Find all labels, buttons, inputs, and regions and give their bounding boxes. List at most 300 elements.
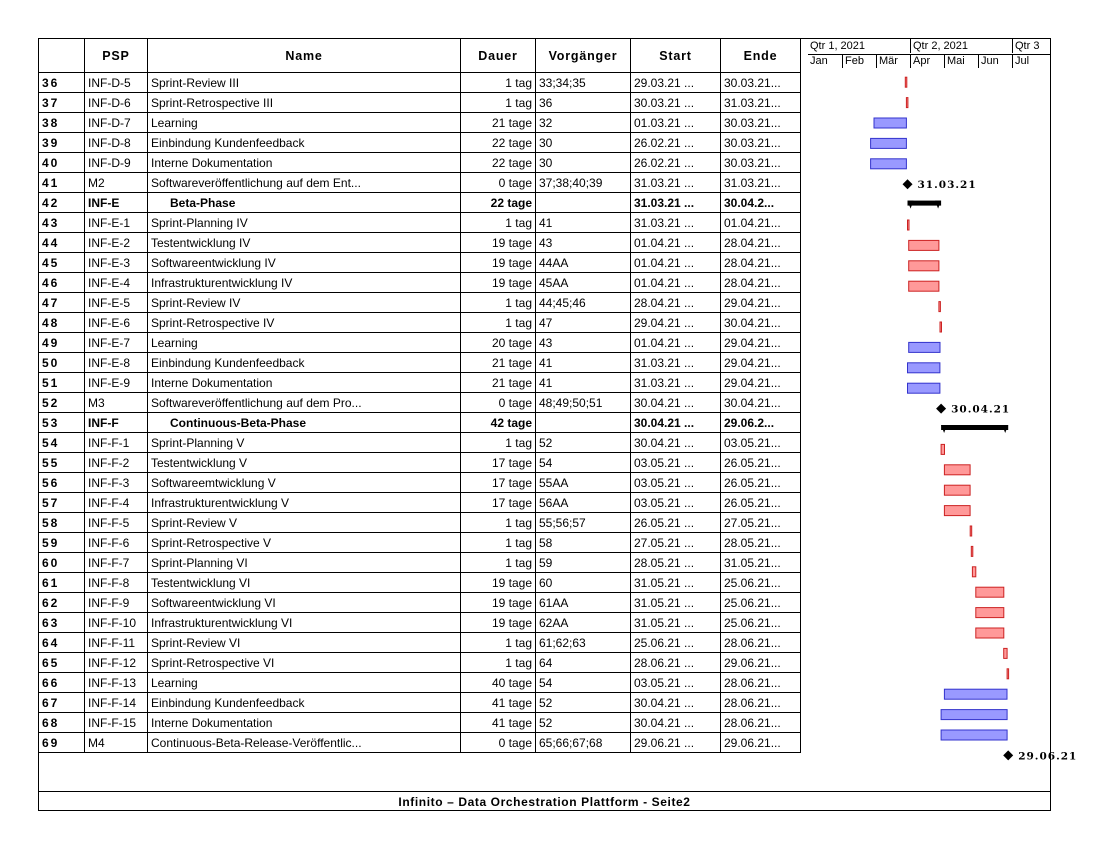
task-psp[interactable]: INF-F-5: [85, 513, 148, 533]
task-row[interactable]: [39, 533, 801, 553]
task-name[interactable]: Sprint-Planning IV: [148, 213, 461, 233]
task-start[interactable]: 31.03.21 ...: [631, 193, 721, 213]
task-predecessors[interactable]: [536, 193, 631, 213]
task-name[interactable]: Interne Dokumentation: [148, 373, 461, 393]
task-psp[interactable]: INF-E-2: [85, 233, 148, 253]
task-psp[interactable]: INF-E-6: [85, 313, 148, 333]
task-id[interactable]: 44: [39, 233, 85, 253]
critical-task-bar: [944, 506, 970, 516]
header-predecessors[interactable]: Vorgänger: [536, 39, 631, 73]
task-start[interactable]: 03.05.21 ...: [631, 673, 721, 693]
task-duration[interactable]: 1 tag: [461, 93, 536, 113]
task-predecessors[interactable]: 58: [536, 533, 631, 553]
task-end[interactable]: 28.04.21...: [721, 273, 801, 293]
task-row[interactable]: [39, 713, 801, 733]
header-duration[interactable]: Dauer: [461, 39, 536, 73]
task-duration[interactable]: 19 tage: [461, 273, 536, 293]
task-id[interactable]: 68: [39, 713, 85, 733]
task-row[interactable]: [39, 253, 801, 273]
task-id[interactable]: 63: [39, 613, 85, 633]
task-end[interactable]: 25.06.21...: [721, 593, 801, 613]
task-psp[interactable]: INF-F-2: [85, 453, 148, 473]
summary-bar: [941, 425, 1008, 430]
task-psp[interactable]: INF-E: [85, 193, 148, 213]
task-predecessors[interactable]: 54: [536, 453, 631, 473]
table-header-row: [39, 39, 801, 73]
task-predecessors[interactable]: 61;62;63: [536, 633, 631, 653]
task-end[interactable]: 28.04.21...: [721, 233, 801, 253]
task-psp[interactable]: INF-F-15: [85, 713, 148, 733]
task-id[interactable]: 47: [39, 293, 85, 313]
task-end[interactable]: 29.04.21...: [721, 353, 801, 373]
task-end[interactable]: 30.03.21...: [721, 133, 801, 153]
task-psp[interactable]: M2: [85, 173, 148, 193]
task-id[interactable]: 66: [39, 673, 85, 693]
task-psp[interactable]: INF-D-6: [85, 93, 148, 113]
task-predecessors[interactable]: 43: [536, 333, 631, 353]
task-name[interactable]: Sprint-Retrospective VI: [148, 653, 461, 673]
task-end[interactable]: 29.06.21...: [721, 653, 801, 673]
task-row[interactable]: [39, 293, 801, 313]
task-id[interactable]: 57: [39, 493, 85, 513]
task-id[interactable]: 52: [39, 393, 85, 413]
task-end[interactable]: 30.03.21...: [721, 153, 801, 173]
task-start[interactable]: 30.04.21 ...: [631, 393, 721, 413]
task-psp[interactable]: INF-F-6: [85, 533, 148, 553]
task-id[interactable]: 50: [39, 353, 85, 373]
task-start[interactable]: 31.05.21 ...: [631, 613, 721, 633]
task-end[interactable]: 28.06.21...: [721, 693, 801, 713]
task-duration[interactable]: 22 tage: [461, 153, 536, 173]
task-name[interactable]: Softwareentwicklung VI: [148, 593, 461, 613]
task-bar: [909, 342, 940, 352]
task-duration[interactable]: 21 tage: [461, 373, 536, 393]
task-start[interactable]: 31.05.21 ...: [631, 593, 721, 613]
task-name[interactable]: Infrastrukturentwicklung V: [148, 493, 461, 513]
task-start[interactable]: 26.05.21 ...: [631, 513, 721, 533]
task-row[interactable]: [39, 153, 801, 173]
task-name[interactable]: Interne Dokumentation: [148, 153, 461, 173]
task-start[interactable]: 28.05.21 ...: [631, 553, 721, 573]
task-end[interactable]: 28.05.21...: [721, 533, 801, 553]
task-predecessors[interactable]: 52: [536, 713, 631, 733]
task-predecessors[interactable]: 56AA: [536, 493, 631, 513]
task-predecessors[interactable]: 52: [536, 433, 631, 453]
task-name[interactable]: Softwareemtwicklung V: [148, 473, 461, 493]
task-row[interactable]: [39, 173, 801, 193]
task-name[interactable]: Beta-Phase: [148, 193, 461, 213]
task-start[interactable]: 26.02.21 ...: [631, 153, 721, 173]
task-name[interactable]: Continuous-Beta-Release-Veröffentlic...: [148, 733, 461, 753]
task-row[interactable]: [39, 213, 801, 233]
task-duration[interactable]: 41 tage: [461, 713, 536, 733]
task-predecessors[interactable]: 41: [536, 353, 631, 373]
task-name[interactable]: Einbindung Kundenfeedback: [148, 353, 461, 373]
task-psp[interactable]: INF-F-11: [85, 633, 148, 653]
task-duration[interactable]: 1 tag: [461, 653, 536, 673]
task-psp[interactable]: INF-F-3: [85, 473, 148, 493]
task-name[interactable]: Softwareveröffentlichung auf dem Pro...: [148, 393, 461, 413]
task-duration[interactable]: 19 tage: [461, 573, 536, 593]
task-psp[interactable]: INF-E-7: [85, 333, 148, 353]
task-id[interactable]: 48: [39, 313, 85, 333]
task-row[interactable]: [39, 313, 801, 333]
task-psp[interactable]: INF-F-9: [85, 593, 148, 613]
task-name[interactable]: Learning: [148, 673, 461, 693]
task-predecessors[interactable]: 61AA: [536, 593, 631, 613]
task-predecessors[interactable]: 48;49;50;51: [536, 393, 631, 413]
month-label: Jun: [978, 55, 999, 68]
task-start[interactable]: 28.06.21 ...: [631, 653, 721, 673]
task-name[interactable]: Sprint-Review III: [148, 73, 461, 93]
task-start[interactable]: 29.04.21 ...: [631, 313, 721, 333]
task-bar: [908, 363, 940, 373]
month-label: Mai: [944, 55, 965, 68]
task-row[interactable]: [39, 653, 801, 673]
task-name[interactable]: Continuous-Beta-Phase: [148, 413, 461, 433]
task-id[interactable]: 49: [39, 333, 85, 353]
task-start[interactable]: 27.05.21 ...: [631, 533, 721, 553]
task-bar: [941, 730, 1007, 740]
task-name[interactable]: Sprint-Review V: [148, 513, 461, 533]
task-predecessors[interactable]: 41: [536, 213, 631, 233]
critical-task-bar: [905, 77, 907, 87]
task-psp[interactable]: INF-E-4: [85, 273, 148, 293]
task-name[interactable]: Sprint-Planning V: [148, 433, 461, 453]
task-name[interactable]: Einbindung Kundenfeedback: [148, 693, 461, 713]
task-duration[interactable]: 1 tag: [461, 213, 536, 233]
gantt-chart: [808, 72, 1078, 763]
task-row[interactable]: [39, 693, 801, 713]
task-name[interactable]: Sprint-Review IV: [148, 293, 461, 313]
task-id[interactable]: 60: [39, 553, 85, 573]
task-row[interactable]: [39, 233, 801, 253]
task-end[interactable]: 28.04.21...: [721, 253, 801, 273]
task-predecessors[interactable]: 30: [536, 133, 631, 153]
task-predecessors[interactable]: 47: [536, 313, 631, 333]
task-psp[interactable]: INF-F-13: [85, 673, 148, 693]
task-start[interactable]: 30.03.21 ...: [631, 93, 721, 113]
task-id[interactable]: 36: [39, 73, 85, 93]
task-end[interactable]: 26.05.21...: [721, 453, 801, 473]
task-psp[interactable]: INF-F-7: [85, 553, 148, 573]
task-duration[interactable]: 17 tage: [461, 493, 536, 513]
critical-task-bar: [972, 567, 975, 577]
task-predecessors[interactable]: 64: [536, 653, 631, 673]
task-end[interactable]: 29.06.21...: [721, 733, 801, 753]
task-id[interactable]: 69: [39, 733, 85, 753]
header-end[interactable]: Ende: [721, 39, 801, 73]
task-name[interactable]: Sprint-Retrospective III: [148, 93, 461, 113]
task-predecessors[interactable]: 32: [536, 113, 631, 133]
quarter-label: Qtr 1, 2021: [810, 40, 866, 52]
task-name[interactable]: Learning: [148, 113, 461, 133]
task-start[interactable]: 31.03.21 ...: [631, 353, 721, 373]
task-duration[interactable]: 1 tag: [461, 633, 536, 653]
task-id[interactable]: 41: [39, 173, 85, 193]
task-id[interactable]: 59: [39, 533, 85, 553]
task-id[interactable]: 55: [39, 453, 85, 473]
task-row[interactable]: [39, 493, 801, 513]
task-id[interactable]: 45: [39, 253, 85, 273]
task-predecessors[interactable]: 41: [536, 373, 631, 393]
task-start[interactable]: 30.04.21 ...: [631, 413, 721, 433]
task-psp[interactable]: INF-D-5: [85, 73, 148, 93]
task-row[interactable]: [39, 273, 801, 293]
header-start[interactable]: Start: [631, 39, 721, 73]
task-row[interactable]: [39, 673, 801, 693]
task-id[interactable]: 51: [39, 373, 85, 393]
task-end[interactable]: 30.03.21...: [721, 73, 801, 93]
task-start[interactable]: 03.05.21 ...: [631, 473, 721, 493]
task-duration[interactable]: 0 tage: [461, 173, 536, 193]
task-predecessors[interactable]: [536, 413, 631, 433]
task-start[interactable]: 31.03.21 ...: [631, 173, 721, 193]
task-duration[interactable]: 17 tage: [461, 473, 536, 493]
task-start[interactable]: 30.04.21 ...: [631, 713, 721, 733]
task-end[interactable]: 01.04.21...: [721, 213, 801, 233]
task-end[interactable]: 31.03.21...: [721, 93, 801, 113]
task-psp[interactable]: INF-D-7: [85, 113, 148, 133]
task-id[interactable]: 62: [39, 593, 85, 613]
task-name[interactable]: Testentwicklung VI: [148, 573, 461, 593]
task-row[interactable]: [39, 353, 801, 373]
task-duration[interactable]: 1 tag: [461, 513, 536, 533]
task-id[interactable]: 40: [39, 153, 85, 173]
task-row[interactable]: [39, 333, 801, 353]
task-duration[interactable]: 22 tage: [461, 133, 536, 153]
task-end[interactable]: 25.06.21...: [721, 613, 801, 633]
task-row[interactable]: [39, 113, 801, 133]
task-end[interactable]: 31.05.21...: [721, 553, 801, 573]
task-name[interactable]: Sprint-Retrospective V: [148, 533, 461, 553]
header-id[interactable]: [39, 39, 85, 73]
task-psp[interactable]: M3: [85, 393, 148, 413]
task-row[interactable]: [39, 553, 801, 573]
task-start[interactable]: 31.03.21 ...: [631, 373, 721, 393]
critical-task-bar: [970, 526, 972, 536]
task-row[interactable]: [39, 453, 801, 473]
task-psp[interactable]: INF-F-8: [85, 573, 148, 593]
task-duration[interactable]: 20 tage: [461, 333, 536, 353]
task-psp[interactable]: INF-D-8: [85, 133, 148, 153]
task-predecessors[interactable]: 36: [536, 93, 631, 113]
task-id[interactable]: 37: [39, 93, 85, 113]
task-id[interactable]: 46: [39, 273, 85, 293]
task-end[interactable]: 29.06.2...: [721, 413, 801, 433]
task-duration[interactable]: 21 tage: [461, 113, 536, 133]
task-name[interactable]: Infrastrukturentwicklung VI: [148, 613, 461, 633]
task-id[interactable]: 65: [39, 653, 85, 673]
task-duration[interactable]: 1 tag: [461, 533, 536, 553]
task-end[interactable]: 29.04.21...: [721, 333, 801, 353]
task-start[interactable]: 31.05.21 ...: [631, 573, 721, 593]
task-end[interactable]: 30.04.21...: [721, 313, 801, 333]
task-duration[interactable]: 19 tage: [461, 593, 536, 613]
task-start[interactable]: 29.06.21 ...: [631, 733, 721, 753]
task-end[interactable]: 25.06.21...: [721, 573, 801, 593]
task-start[interactable]: 01.03.21 ...: [631, 113, 721, 133]
task-end[interactable]: 29.04.21...: [721, 293, 801, 313]
task-duration[interactable]: 0 tage: [461, 733, 536, 753]
task-psp[interactable]: INF-E-8: [85, 353, 148, 373]
task-id[interactable]: 58: [39, 513, 85, 533]
task-duration[interactable]: 41 tage: [461, 693, 536, 713]
task-id[interactable]: 56: [39, 473, 85, 493]
task-end[interactable]: 28.06.21...: [721, 633, 801, 653]
task-predecessors[interactable]: 37;38;40;39: [536, 173, 631, 193]
task-start[interactable]: 30.04.21 ...: [631, 433, 721, 453]
task-end[interactable]: 29.04.21...: [721, 373, 801, 393]
task-psp[interactable]: INF-F-10: [85, 613, 148, 633]
task-psp[interactable]: INF-E-1: [85, 213, 148, 233]
task-psp[interactable]: INF-F-14: [85, 693, 148, 713]
task-duration[interactable]: 1 tag: [461, 313, 536, 333]
task-start[interactable]: 01.04.21 ...: [631, 333, 721, 353]
task-id[interactable]: 64: [39, 633, 85, 653]
task-psp[interactable]: INF-E-5: [85, 293, 148, 313]
task-row[interactable]: [39, 473, 801, 493]
task-row[interactable]: [39, 593, 801, 613]
task-row[interactable]: [39, 633, 801, 653]
task-start[interactable]: 01.04.21 ...: [631, 273, 721, 293]
task-id[interactable]: 53: [39, 413, 85, 433]
task-name[interactable]: Softwareentwicklung IV: [148, 253, 461, 273]
task-row[interactable]: [39, 373, 801, 393]
task-end[interactable]: 26.05.21...: [721, 473, 801, 493]
task-id[interactable]: 43: [39, 213, 85, 233]
task-row[interactable]: [39, 73, 801, 93]
task-name[interactable]: Testentwicklung V: [148, 453, 461, 473]
task-predecessors[interactable]: 43: [536, 233, 631, 253]
task-name[interactable]: Sprint-Review VI: [148, 633, 461, 653]
task-duration[interactable]: 19 tage: [461, 253, 536, 273]
task-start[interactable]: 26.02.21 ...: [631, 133, 721, 153]
task-row[interactable]: [39, 93, 801, 113]
task-name[interactable]: Sprint-Planning VI: [148, 553, 461, 573]
task-row[interactable]: [39, 433, 801, 453]
task-bar: [941, 710, 1007, 720]
task-row[interactable]: [39, 393, 801, 413]
task-id[interactable]: 67: [39, 693, 85, 713]
task-start[interactable]: 03.05.21 ...: [631, 453, 721, 473]
task-psp[interactable]: INF-D-9: [85, 153, 148, 173]
task-start[interactable]: 28.04.21 ...: [631, 293, 721, 313]
task-name[interactable]: Softwareveröffentlichung auf dem Ent...: [148, 173, 461, 193]
task-predecessors[interactable]: 30: [536, 153, 631, 173]
header-name[interactable]: Name: [148, 39, 461, 73]
task-name[interactable]: Einbindung Kundenfeedback: [148, 133, 461, 153]
task-row[interactable]: [39, 733, 801, 753]
task-end[interactable]: 28.06.21...: [721, 713, 801, 733]
task-row[interactable]: [39, 573, 801, 593]
task-duration[interactable]: 19 tage: [461, 613, 536, 633]
task-start[interactable]: 31.03.21 ...: [631, 213, 721, 233]
task-id[interactable]: 42: [39, 193, 85, 213]
task-name[interactable]: Sprint-Retrospective IV: [148, 313, 461, 333]
task-predecessors[interactable]: 65;66;67;68: [536, 733, 631, 753]
task-psp[interactable]: INF-F-4: [85, 493, 148, 513]
task-end[interactable]: 30.03.21...: [721, 113, 801, 133]
task-id[interactable]: 61: [39, 573, 85, 593]
task-predecessors[interactable]: 55;56;57: [536, 513, 631, 533]
milestone-diamond: [903, 179, 913, 189]
task-duration[interactable]: 22 tage: [461, 193, 536, 213]
task-psp[interactable]: INF-E-9: [85, 373, 148, 393]
task-id[interactable]: 54: [39, 433, 85, 453]
task-predecessors[interactable]: 52: [536, 693, 631, 713]
task-duration[interactable]: 1 tag: [461, 293, 536, 313]
task-predecessors[interactable]: 54: [536, 673, 631, 693]
month-label: Jul: [1012, 55, 1029, 68]
task-predecessors[interactable]: 62AA: [536, 613, 631, 633]
task-row[interactable]: [39, 413, 801, 433]
task-predecessors[interactable]: 55AA: [536, 473, 631, 493]
task-duration[interactable]: 17 tage: [461, 453, 536, 473]
task-duration[interactable]: 42 tage: [461, 413, 536, 433]
task-end[interactable]: 03.05.21...: [721, 433, 801, 453]
task-start[interactable]: 01.04.21 ...: [631, 253, 721, 273]
task-id[interactable]: 39: [39, 133, 85, 153]
task-end[interactable]: 30.04.21...: [721, 393, 801, 413]
task-name[interactable]: Testentwicklung IV: [148, 233, 461, 253]
task-row[interactable]: [39, 513, 801, 533]
task-predecessors[interactable]: 45AA: [536, 273, 631, 293]
task-name[interactable]: Learning: [148, 333, 461, 353]
task-psp[interactable]: INF-E-3: [85, 253, 148, 273]
critical-task-bar: [944, 485, 970, 495]
task-duration[interactable]: 40 tage: [461, 673, 536, 693]
header-psp[interactable]: PSP: [85, 39, 148, 73]
task-start[interactable]: 25.06.21 ...: [631, 633, 721, 653]
task-end[interactable]: 30.04.2...: [721, 193, 801, 213]
milestone-label: 30.04.21: [951, 403, 1011, 416]
task-end[interactable]: 31.03.21...: [721, 173, 801, 193]
task-psp[interactable]: INF-F: [85, 413, 148, 433]
task-start[interactable]: 29.03.21 ...: [631, 73, 721, 93]
task-psp[interactable]: M4: [85, 733, 148, 753]
task-predecessors[interactable]: 59: [536, 553, 631, 573]
task-row[interactable]: [39, 133, 801, 153]
task-start[interactable]: 30.04.21 ...: [631, 693, 721, 713]
task-end[interactable]: 26.05.21...: [721, 493, 801, 513]
task-end[interactable]: 27.05.21...: [721, 513, 801, 533]
task-psp[interactable]: INF-F-1: [85, 433, 148, 453]
task-duration[interactable]: 1 tag: [461, 73, 536, 93]
task-predecessors[interactable]: 60: [536, 573, 631, 593]
task-id[interactable]: 38: [39, 113, 85, 133]
task-duration[interactable]: 1 tag: [461, 553, 536, 573]
task-row[interactable]: [39, 193, 801, 213]
task-name[interactable]: Interne Dokumentation: [148, 713, 461, 733]
task-duration[interactable]: 19 tage: [461, 233, 536, 253]
task-predecessors[interactable]: 44;45;46: [536, 293, 631, 313]
task-row[interactable]: [39, 613, 801, 633]
month-label: Apr: [910, 55, 930, 68]
task-duration[interactable]: 0 tage: [461, 393, 536, 413]
task-psp[interactable]: INF-F-12: [85, 653, 148, 673]
task-predecessors[interactable]: 44AA: [536, 253, 631, 273]
task-predecessors[interactable]: 33;34;35: [536, 73, 631, 93]
task-duration[interactable]: 21 tage: [461, 353, 536, 373]
task-start[interactable]: 03.05.21 ...: [631, 493, 721, 513]
task-duration[interactable]: 1 tag: [461, 433, 536, 453]
task-start[interactable]: 01.04.21 ...: [631, 233, 721, 253]
task-name[interactable]: Infrastrukturentwicklung IV: [148, 273, 461, 293]
page-footer: Infinito – Data Orchestration Plattform - Seite2: [38, 791, 1051, 811]
task-rows: [39, 73, 801, 753]
task-end[interactable]: 28.06.21...: [721, 673, 801, 693]
